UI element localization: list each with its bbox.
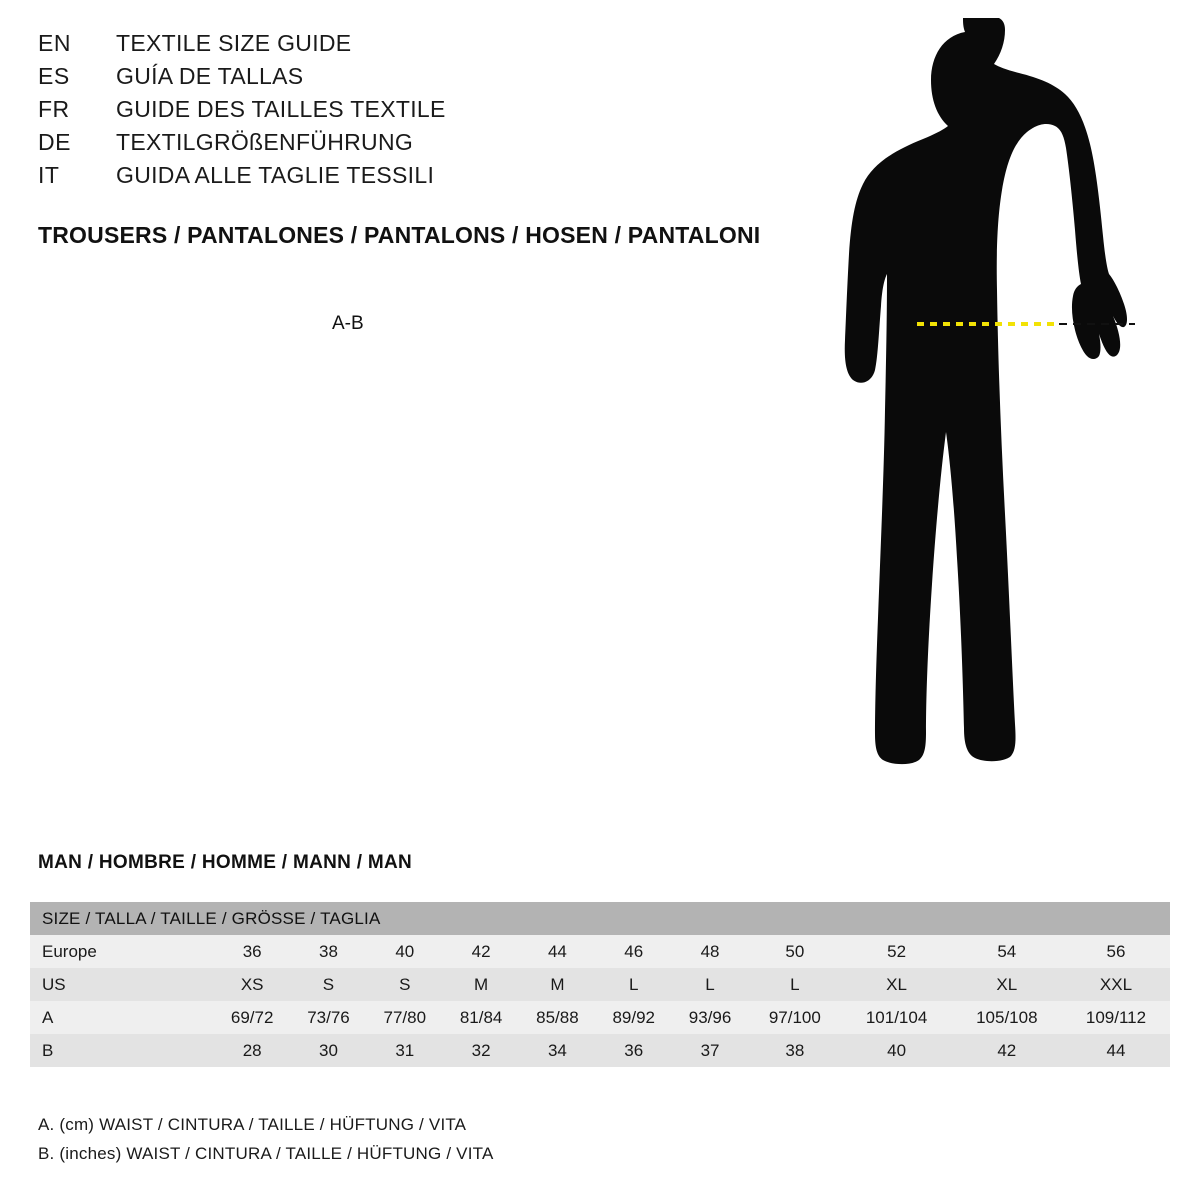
- table-cell: L: [705, 974, 715, 994]
- table-row: [30, 968, 1170, 1001]
- table-cell: 31: [395, 1040, 415, 1060]
- size-table: [30, 902, 1170, 1067]
- table-cell: S: [399, 974, 411, 994]
- table-row: [30, 935, 1170, 968]
- table-cell: 38: [319, 941, 338, 961]
- table-cell: 46: [624, 941, 644, 961]
- row-label: Europe: [42, 941, 97, 961]
- table-row: [30, 1001, 1170, 1034]
- language-title: TEXTILE SIZE GUIDE: [116, 30, 352, 56]
- measurement-label-ab: A-B: [332, 313, 364, 334]
- figure-illustration: [815, 18, 1185, 808]
- table-cell: 30: [319, 1040, 338, 1060]
- table-cell: 44: [1106, 1040, 1126, 1060]
- language-code: DE: [38, 129, 71, 155]
- table-cell: 50: [785, 941, 805, 961]
- table-cell: XL: [996, 974, 1018, 994]
- language-title: TEXTILGRÖßENFÜHRUNG: [116, 129, 414, 155]
- table-cell: 69/72: [230, 1007, 274, 1027]
- row-label: A: [42, 1007, 54, 1027]
- garment-type-title: TROUSERS / PANTALONES / PANTALONS / HOSEN / PANTALONI: [38, 222, 761, 248]
- language-row: [38, 30, 798, 63]
- table-cell: XXL: [1099, 974, 1133, 994]
- table-cell: L: [790, 974, 800, 994]
- table-cell: M: [474, 974, 489, 994]
- language-title: GUIDA ALLE TAGLIE TESSILI: [116, 162, 435, 188]
- table-cell: L: [628, 974, 639, 994]
- row-label: B: [42, 1040, 54, 1060]
- table-cell: 52: [887, 941, 907, 961]
- language-code: IT: [38, 162, 60, 188]
- table-cell: XS: [240, 974, 264, 994]
- table-cell: 42: [471, 941, 491, 961]
- language-title: GUÍA DE TALLAS: [116, 63, 304, 89]
- table-cell: S: [322, 974, 335, 994]
- language-code: EN: [38, 30, 71, 56]
- table-cell: 32: [471, 1040, 491, 1060]
- table-cell: 105/108: [976, 1007, 1038, 1027]
- gender-section-title: MAN / HOMBRE / HOMME / MANN / MAN: [38, 852, 413, 873]
- table-cell: 81/84: [459, 1007, 503, 1027]
- table-cell: 48: [700, 941, 720, 961]
- language-row: [38, 129, 798, 162]
- table-cell: 44: [547, 941, 567, 961]
- table-cell: 40: [887, 1040, 907, 1060]
- table-cell: 101/104: [865, 1007, 928, 1027]
- footnote-list: [38, 1110, 494, 1168]
- language-row: [38, 63, 798, 96]
- table-cell: 34: [547, 1040, 567, 1060]
- table-cell: 93/96: [688, 1007, 732, 1027]
- table-cell: 38: [785, 1040, 805, 1060]
- table-cell: 36: [242, 941, 262, 961]
- table-cell: 54: [997, 941, 1017, 961]
- table-cell: 77/80: [383, 1007, 427, 1027]
- table-cell: 85/88: [536, 1007, 579, 1027]
- table-cell: 109/112: [1085, 1007, 1147, 1027]
- table-cell: 42: [997, 1040, 1017, 1060]
- table-cell: 56: [1106, 941, 1126, 961]
- language-row: [38, 96, 798, 129]
- table-cell: 40: [395, 941, 415, 961]
- table-cell: 28: [242, 1040, 262, 1060]
- language-row: [38, 162, 798, 195]
- size-table-header-label: SIZE / TALLA / TAILLE / GRÖSSE / TAGLIA: [30, 902, 1170, 935]
- table-header-row: [30, 902, 1170, 935]
- table-cell: 36: [624, 1040, 644, 1060]
- table-cell: 73/76: [307, 1007, 350, 1027]
- table-cell: M: [550, 974, 565, 994]
- language-title: GUIDE DES TAILLES TEXTILE: [116, 96, 446, 122]
- table-row: [30, 1034, 1170, 1067]
- table-cell: 89/92: [612, 1007, 655, 1027]
- footnote-a: A. (cm) WAIST / CINTURA / TAILLE / HÜFTUNG / VITA: [38, 1115, 467, 1134]
- table-cell: XL: [886, 974, 907, 994]
- size-table-body: [30, 935, 1170, 1067]
- table-cell: 37: [700, 1040, 720, 1060]
- table-cell: 97/100: [768, 1007, 821, 1027]
- language-code: ES: [38, 63, 70, 89]
- language-title-list: [38, 30, 798, 195]
- size-table-head: [30, 902, 1170, 935]
- row-label: US: [42, 974, 66, 994]
- measurement-line-ab: [815, 18, 1185, 808]
- language-code: FR: [38, 96, 70, 122]
- footnote-b: B. (inches) WAIST / CINTURA / TAILLE / HÜFTUNG / VITA: [38, 1144, 494, 1163]
